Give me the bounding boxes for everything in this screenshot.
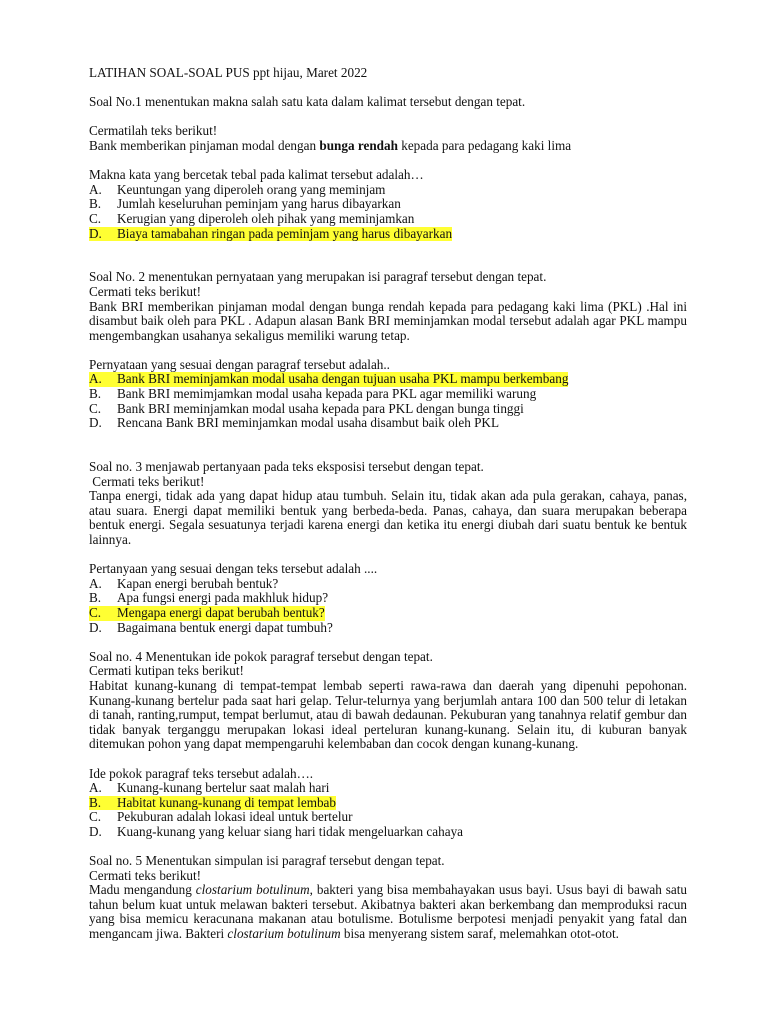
option-letter: C. (89, 604, 102, 620)
answer-highlight (89, 796, 336, 811)
q4-heading: Soal no. 4 Menentukan ide pokok paragraf tersebut dengan tepat. (89, 648, 433, 664)
option-text: Keuntungan yang diperoleh orang yang meminjam (117, 181, 386, 197)
question-5 (89, 854, 687, 942)
q4-option-c (89, 810, 687, 825)
q4-option-a (89, 781, 687, 796)
q3-prompt: Pertanyaan yang sesuai dengan teks tersebut adalah .... (89, 561, 378, 577)
q4-prompt: Ide pokok paragraf teks tersebut adalah…. (89, 765, 314, 781)
option-text: Rencana Bank BRI meminjamkan modal usaha disambut baik oleh PKL (117, 415, 499, 431)
q2-option-a (89, 372, 687, 387)
q4-paragraph: Habitat kunang-kunang di tempat-tempat lembab seperti rawa-rawa dan daerah yang dipenuhi pepohonan. Kunang-kunang bertelur pada saat hari gelap. Telur-telurnya yang berjumlah antara 100 dan 500 telur di letakan di tanah, ranting,rumput, tempat berlumut, atau di bawah dedaunan. Pekuburan yang tanahnya relatif gembur dan tidak banyak terganggu merupakan lokasi ideal perteluran kunang-kunang. Selain itu, di kuburan banyak ditemukan pohon yang dapat mempengaruhi kelembaban dan cocok dengan kunang-kunang. (89, 677, 688, 752)
option-letter: A. (89, 181, 102, 197)
option-text: Kuang-kunang yang keluar siang hari tidak mengeluarkan cahaya (117, 823, 464, 839)
option-text: Biaya tamabahan ringan pada peminjam yang harus dibayarkan (117, 225, 453, 241)
option-text: Bank BRI meminjamkan modal usaha dengan tujuan usaha PKL mampu berkembang (117, 371, 569, 387)
q2-heading: Soal No. 2 menentukan pernyataan yang merupakan isi paragraf tersebut dengan tepat. (89, 269, 547, 285)
q2-intro: Cermati teks berikut! (89, 283, 202, 299)
q1-heading: Soal No.1 menentukan makna salah satu kata dalam kalimat tersebut dengan tepat. (89, 94, 526, 110)
q3-option-b (89, 591, 687, 606)
q5-italic-term-2: clostarium botulinum (227, 926, 341, 942)
answer-highlight (89, 372, 568, 387)
q4-option-d (89, 825, 687, 840)
q5-paragraph (89, 883, 687, 941)
q1-text-bold: bunga rendah (319, 137, 398, 153)
q3-heading: Soal no. 3 menjawab pertanyaan pada teks eksposisi tersebut dengan tepat. (89, 459, 484, 475)
answer-highlight (89, 606, 325, 621)
option-letter: A. (89, 371, 102, 387)
q1-text-before: Bank memberikan pinjaman modal dengan (89, 137, 320, 153)
option-letter: D. (89, 225, 102, 241)
q3-option-d (89, 621, 687, 636)
answer-highlight (89, 227, 452, 242)
q2-option-d (89, 416, 687, 431)
option-text: Kunang-kunang bertelur saat malah hari (117, 780, 330, 796)
option-letter: A. (89, 780, 102, 796)
option-letter: B. (89, 196, 102, 212)
question-3 (89, 460, 687, 635)
option-text: Mengapa energi dapat berubah bentuk? (117, 604, 325, 620)
option-letter: A. (89, 575, 102, 591)
document-title: LATIHAN SOAL-SOAL PUS ppt hijau, Maret 2022 (89, 65, 368, 80)
option-text: Bank BRI memimjamkan modal usaha kepada para PKL agar memiliki warung (117, 386, 537, 402)
q1-option-d (89, 227, 687, 242)
option-text: Pekuburan adalah lokasi ideal untuk bertelur (117, 809, 353, 825)
q3-intro: Cermati teks berikut! (89, 473, 205, 489)
q5-italic-term-1: clostarium botulinum (195, 882, 310, 898)
q2-option-c (89, 402, 687, 417)
option-letter: D. (89, 823, 102, 839)
option-text: Kapan energi berubah bentuk? (117, 575, 279, 591)
q5-heading: Soal no. 5 Menentukan simpulan isi paragraf tersebut dengan tepat. (89, 853, 445, 869)
option-text: Bagaimana bentuk energi dapat tumbuh? (117, 619, 333, 635)
option-letter: B. (89, 590, 102, 606)
q3-option-a (89, 577, 687, 592)
document-page (89, 66, 687, 942)
question-4 (89, 650, 687, 840)
q1-option-b (89, 197, 687, 212)
option-letter: C. (89, 400, 102, 416)
option-letter: C. (89, 210, 102, 226)
question-1 (89, 95, 687, 241)
q1-option-c (89, 212, 687, 227)
option-letter: C. (89, 809, 102, 825)
q3-option-c (89, 606, 687, 621)
q1-text (89, 139, 687, 154)
q5-intro: Cermati teks berikut! (89, 867, 202, 883)
q4-intro: Cermati kutipan teks berikut! (89, 663, 244, 679)
q2-paragraph: Bank BRI memberikan pinjaman modal dengan bunga rendah kepada para pedagang kaki lima (PKL) .Hal ini disambut baik oleh para PKL . Adapun alasan Bank BRI meminjamkan modal tersebut adalah agar PKL mampu mengembangkan usahanya sekaligus memiliki warung tetap. (89, 298, 687, 343)
q2-option-b (89, 387, 687, 402)
option-letter: B. (89, 386, 102, 402)
q1-text-after: kepada para pedagang kaki lima (397, 137, 572, 153)
q1-intro: Cermatilah teks berikut! (89, 123, 218, 139)
option-letter: D. (89, 415, 102, 431)
q3-paragraph: Tanpa energi, tidak ada yang dapat hidup atau tumbuh. Selain itu, tidak akan ada pula gerakan, cahaya, panas, atau suara. Energi dapat memiliki bentuk yang berbeda-beda. Panas, cahaya, dan suara merupakan beberapa bentuk energi. Segala sesuatunya terjadi karena energi dan ketika itu energi diubah dari suatu bentuk ke bentuk lainnya. (89, 488, 687, 547)
q5-text-b: , bakteri yang bisa membahayakan usus bayi. Usus bayi di bawah satu tahun belum kuat untuk melawan bakteri tersebut. Akibatnya bakteri akan berkembang dan memproduksi racun yang bisa memicu keracunana makanan atau botulisme. Botulisme berpotesi menjadi penyakit yang fatal dan mengancam jiwa. Bakteri (89, 882, 687, 942)
option-text: Apa fungsi energi pada makhluk hidup? (117, 590, 329, 606)
question-2 (89, 270, 687, 431)
q5-text-c: bisa menyerang sistem saraf, melemahkan otot-otot. (340, 926, 619, 942)
option-text: Bank BRI meminjamkan modal usaha kepada para PKL dengan bunga tinggi (117, 400, 524, 416)
q2-prompt: Pernyataan yang sesuai dengan paragraf tersebut adalah.. (89, 356, 390, 372)
q5-text-a: Madu mengandung (89, 882, 196, 898)
option-text: Habitat kunang-kunang di tempat lembab (117, 794, 336, 810)
q1-prompt: Makna kata yang bercetak tebal pada kalimat tersebut adalah… (89, 167, 424, 183)
option-letter: D. (89, 619, 102, 635)
option-letter: B. (89, 794, 102, 810)
option-text: Kerugian yang diperoleh oleh pihak yang meminjamkan (117, 210, 415, 226)
q4-option-b (89, 796, 687, 811)
q1-option-a (89, 183, 687, 198)
option-text: Jumlah keseluruhan peminjam yang harus dibayarkan (117, 196, 401, 212)
